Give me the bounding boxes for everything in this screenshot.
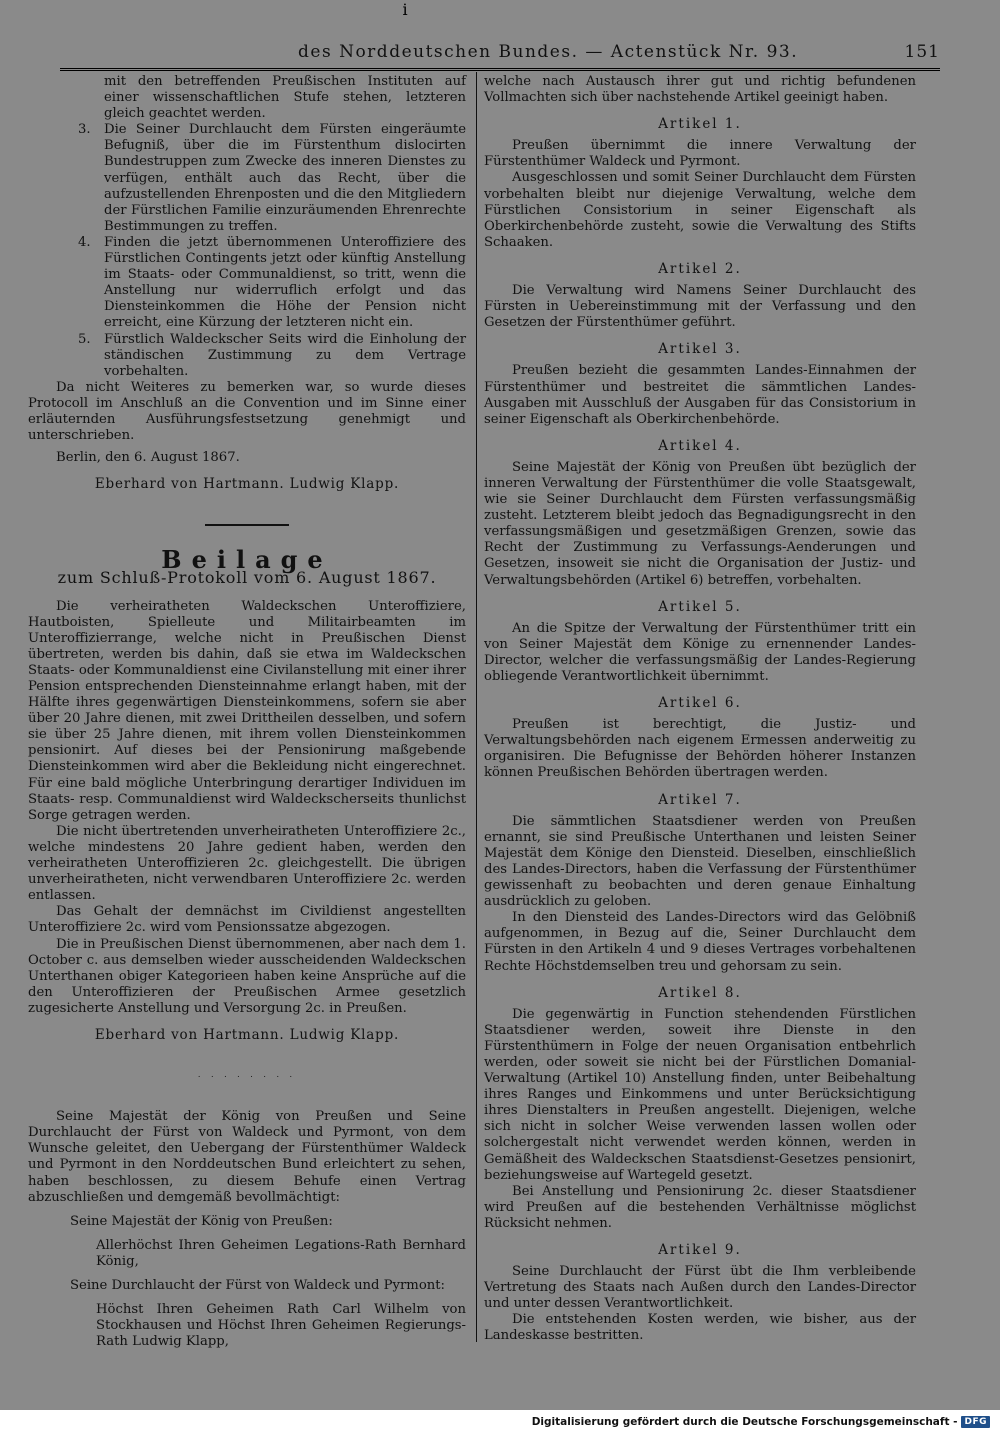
paragraph: Die sämmtlichen Staatsdiener werden von Preußen ernannt, sie sind Preußische Unterthanen und leisten Seiner Majestät dem Könige den Diensteid. Dieselben, einschließlich des Landes-Directors, haben die Verfassung der Fürstenthümer gewissenhaft zu beobachten und deren genaue Einhaltung ausdrücklich zu geloben. <box>484 813 916 910</box>
paragraph: mit den betreffenden Preußischen Instituten auf einer wissenschaftlichen Stufe stehen, letzteren gleich geachtet werden. <box>104 74 466 122</box>
top-mark: i <box>402 0 408 19</box>
party-line: Seine Majestät der König von Preußen: <box>70 1213 333 1229</box>
list-text: Finden die jetzt übernommenen Unteroffiziere des Fürstlichen Contingents jetzt oder künftig Anstellung im Staats- oder Communaldienst, so tritt, wenn die Anstellung nur widerruflich erfolgt und das Diensteinkommen die Höhe der Pension nicht erreicht, eine Kürzung der letzteren nicht ein. <box>104 234 466 331</box>
paragraph: Ausgeschlossen und somit Seiner Durchlaucht dem Fürsten vorbehalten bleibt nur diejenige Verwaltung, welche dem Fürstlichen Consistorium in seiner Eigenschaft als Oberkirchenbehörde zusteht, sowie die Verwaltung des Stifts Schaaken. <box>484 170 916 250</box>
paragraph: Preußen bezieht die gesammten Landes-Einnahmen der Fürstenthümer und bestreitet die sämmtlichen Landes-Ausgaben mit Ausschluß der Ausgaben für das Consistorium in seiner Eigenschaft als Oberkirchenbehörde. <box>484 363 916 427</box>
article-heading: Artikel 3. <box>658 341 742 358</box>
paragraph: Die verheiratheten Waldeckschen Unteroffiziere, Hautboisten, Spielleute und Militairbeamten im Unteroffizierrange, welche nicht in Preußischen Dienst übertreten, werden bis dahin, daß sie etwa im Waldeckschen Staats- oder Kommunaldienst eine Civilanstellung mit einer ihrer Pension entsprechenden Diensteinnahme erlangt haben, mit der Hälfte ihres gegenwärtigen Diensteinkommens, sofern sie aber über 20 Jahre dienen, mit zwei Drittheilen desselben, und sofern sie über 25 Jahre dienen, mit ihrem vollen Diensteinkommen pensionirt. Auf dieses bei der Pensionirung maßgebende Diensteinkommen wird aber die Bekleidung nicht eingerechnet. Für eine bald mögliche Unterbringung derartiger Individuen im Staats- resp. Communaldienst wird Waldeckscherseits thunlichst Sorge getragen werden. <box>28 598 466 823</box>
signatures: Eberhard von Hartmann. Ludwig Klapp. <box>94 1026 400 1043</box>
list-number: 4. <box>78 234 91 250</box>
left-column <box>28 74 466 1350</box>
running-title: des Norddeutschen Bundes. — Actenstück Nr. 93. <box>298 42 799 62</box>
paragraph: Bei Anstellung und Pensionirung 2c. dieser Staatsdiener wird Preußen auf die bestehenden Verhältnisse möglichst Rücksicht nehmen. <box>484 1183 916 1231</box>
paragraph: Seine Durchlaucht der Fürst übt die Ihm verbleibende Vertretung des Staats nach Außen durch den Landes-Director und unter dessen Verantwortlichkeit. <box>484 1264 916 1312</box>
paragraph: Da nicht Weiteres zu bemerken war, so wurde dieses Protocoll im Anschluß an die Convention und im Sinne einer erläuternden Ausführungsfestsetzung genehmigt und unterschrieben. <box>28 379 466 444</box>
paragraph: Preußen übernimmt die innere Verwaltung der Fürstenthümer Waldeck und Pyrmont. <box>484 138 916 170</box>
paragraph: Seine Majestät der König von Preußen übt bezüglich der inneren Verwaltung der Fürstenthümer die volle Staatsgewalt, wie sie Seiner Durchlaucht dem Fürsten verfassungsmäßig zusteht. Letzterem bleibt jedoch das Begnadigungsrecht in den verfassungsmäßigen und gesetzmäßigen Grenzen, sowie das Recht der Zustimmung zu Verfassungs-Aenderungen und Gesetzen, insoweit sie nicht die Organisation der Justiz- und Verwaltungsbehörden (Artikel 6) betreffen, vorbehalten. <box>484 459 916 588</box>
paragraph: In den Diensteid des Landes-Directors wird das Gelöbniß aufgenommen, in Bezug auf die, Seiner Durchlaucht dem Fürsten in den Artikeln 4 und 9 dieses Vertrages vorbehaltenen Rechte Höchstdemselben treu und gehorsam zu sein. <box>484 910 916 974</box>
list-item <box>78 332 466 380</box>
page-number: 151 <box>904 42 940 62</box>
paragraph: Seine Majestät der König von Preußen und Seine Durchlaucht der Fürst von Waldeck und Pyrmont, von dem Wunsche geleitet, den Uebergang der Fürstenthümer Waldeck und Pyrmont in den Norddeutschen Bund erleichtert zu sehen, haben beschlossen, zu diesem Behufe einen Vertrag abzuschließen und demgemäß bevollmächtigt: <box>28 1109 466 1205</box>
article-heading: Artikel 7. <box>658 791 742 808</box>
dotted-separator: . . . . . . . . <box>197 1070 297 1080</box>
article-heading: Artikel 5. <box>658 598 742 615</box>
paragraph: Die in Preußischen Dienst übernommenen, aber nach dem 1. October c. aus demselben wieder ausscheidenden Waldeckschen Unterthanen obiger Kategorieen haben keine Ansprüche auf die den Unteroffizieren der Preußischen Armee gesetzlich zugesicherte Anstellung und Versorgung 2c. in Preußen. <box>28 936 466 1016</box>
list-number: 3. <box>78 122 91 138</box>
article-heading: Artikel 8. <box>658 984 742 1001</box>
article-heading: Artikel 9. <box>658 1242 742 1258</box>
paragraph: Die entstehenden Kosten werden, wie bisher, aus der Landeskasse bestritten. <box>484 1312 916 1344</box>
right-column <box>484 74 916 1345</box>
beilage-title: Beilage <box>161 545 333 575</box>
paragraph: Preußen ist berechtigt, die Justiz- und Verwaltungsbehörden nach eigenem Ermessen anderweitig zu organisiren. Die Befugnisse der Behörden höherer Instanzen können Preußischen Behörden übertragen werden. <box>484 717 916 781</box>
list-item <box>78 122 466 235</box>
signatures: Eberhard von Hartmann. Ludwig Klapp. <box>94 476 400 493</box>
article-heading: Artikel 6. <box>658 695 742 712</box>
list-text: Fürstlich Waldeckscher Seits wird die Einholung der ständischen Zustimmung zu dem Vertrage vorbehalten. <box>104 331 466 379</box>
page-header <box>60 40 940 71</box>
beilage-subtitle: zum Schluß-Protokoll vom 6. August 1867. <box>57 568 437 588</box>
section-rule <box>205 524 289 526</box>
agent-line: Allerhöchst Ihren Geheimen Legations-Rath Bernhard König, <box>96 1237 466 1269</box>
list-item <box>78 235 466 332</box>
article-heading: Artikel 4. <box>658 437 742 454</box>
article-heading: Artikel 2. <box>658 260 742 277</box>
agent-line: Höchst Ihren Geheimen Rath Carl Wilhelm von Stockhausen und Höchst Ihren Geheimen Regierungs-Rath Ludwig Klapp, <box>96 1302 466 1350</box>
party-line: Seine Durchlaucht der Fürst von Waldeck und Pyrmont: <box>70 1278 445 1293</box>
dfg-logo: DFG <box>961 1416 990 1428</box>
list-text: Die Seiner Durchlaucht dem Fürsten eingeräumte Befugniß, über die im Fürstenthum dislocirten Bundestruppen zum Zwecke des inneren Dienstes zu verfügen, enthält auch das Recht, über die aufzustellenden Ehrenposten und die den Mitgliedern der Fürstlichen Familie einzuräumenden Ehrenrechte Bestimmungen zu treffen. <box>104 122 466 234</box>
paragraph: welche nach Austausch ihrer gut und richtig befundenen Vollmachten sich über nachstehende Artikel geeinigt haben. <box>484 74 916 106</box>
paragraph: Das Gehalt der demnächst im Civildienst angestellten Unteroffiziere 2c. wird vom Pensionssatze abgezogen. <box>28 904 466 936</box>
credit-text: Digitalisierung gefördert durch die Deutsche Forschungsgemeinschaft - <box>531 1416 958 1428</box>
paragraph: Die Verwaltung wird Namens Seiner Durchlaucht des Fürsten in Uebereinstimmung mit der Verfassung und den Gesetzen der Fürstenthümer geführt. <box>484 283 916 331</box>
date-line: Berlin, den 6. August 1867. <box>56 450 240 466</box>
digitization-credit <box>532 1416 990 1428</box>
list-number: 5. <box>78 331 91 347</box>
paragraph: An die Spitze der Verwaltung der Fürstenthümer tritt ein von Seiner Majestät dem Könige zu ernennender Landes-Director, welcher die verfassungsmäßig der Landes-Regierung obliegende Verantwortlichkeit übernimmt. <box>484 620 916 684</box>
column-divider <box>476 72 477 1342</box>
paragraph: Die gegenwärtig in Function stehendenden Fürstlichen Staatsdiener werden, soweit ihre Dienste in den Fürstenthümern in Folge der neuen Organisation entbehrlich werden, oder soweit sie nicht bei der Fürstlichen Domanial-Verwaltung (Artikel 10) Anstellung finden, unter Beibehaltung ihres Ranges und Einkommens und unter Berücksichtigung ihres Dienstalters in Preußen angestellt. Diejenigen, welche sich nicht in solcher Weise verwenden lassen wollen oder solchergestalt nicht verwendet werden können, werden in Gemäßheit des Waldeckschen Staatsdienst-Gesetzes pensionirt, beziehungsweise auf Wartegeld gesetzt. <box>484 1006 916 1183</box>
paragraph: Die nicht übertretenden unverheiratheten Unteroffiziere 2c., welche mindestens 20 Jahre gedient haben, werden den verheiratheten Unteroffizieren 2c. gleichgestellt. Die übrigen unverheiratheten, nicht verwendbaren Unteroffiziere 2c. werden entlassen. <box>28 823 466 904</box>
article-heading: Artikel 1. <box>658 116 742 133</box>
